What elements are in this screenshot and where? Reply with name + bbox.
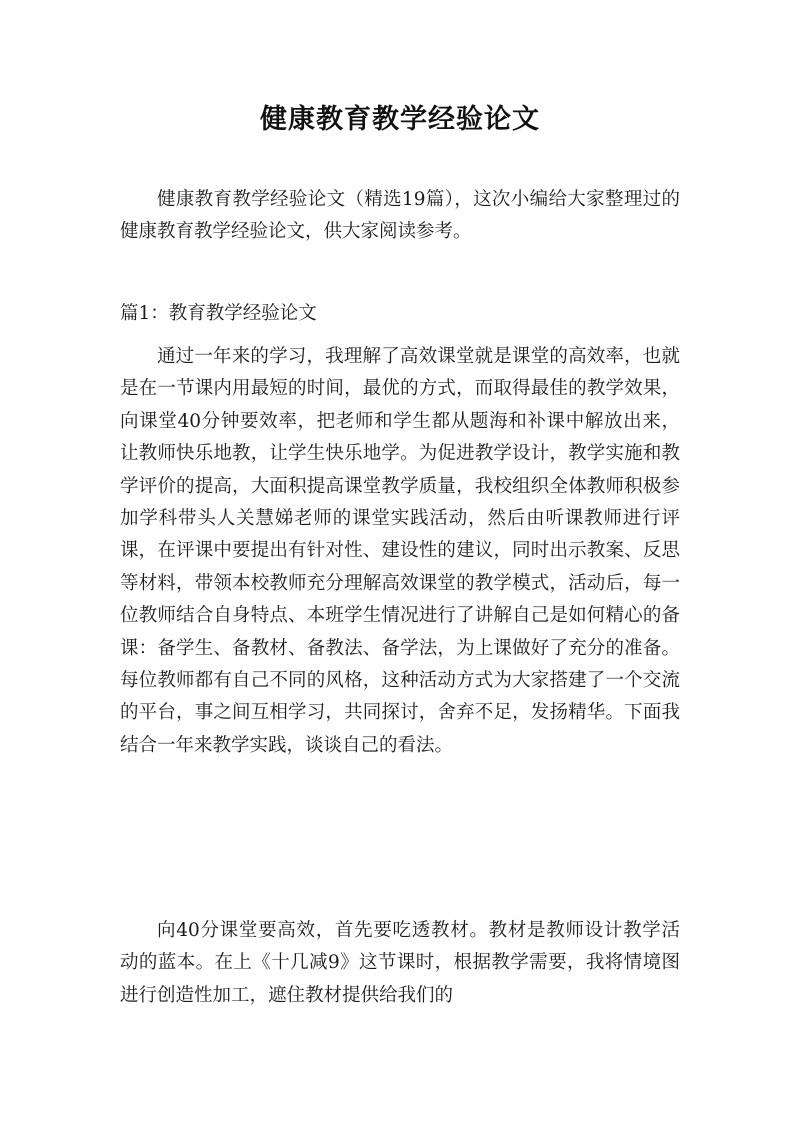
intro-paragraph: 健康教育教学经验论文（精选19篇），这次小编给大家整理过的健康教育教学经验论文，供大家阅读参考。	[120, 189, 680, 243]
section-heading: 篇1：教育教学经验论文	[120, 303, 317, 324]
body-paragraph: 向40分课堂要高效，首先要吃透教材。教材是教师设计教学活动的蓝本。在上《十几减9》这节课时，根据教学需要，我将情境图进行创造性加工，遮住教材提供给我们的	[120, 920, 680, 1006]
document-title: 健康教育教学经验论文	[260, 104, 540, 135]
body-paragraph: 通过一年来的学习，我理解了高效课堂就是课堂的高效率，也就是在一节课内用最短的时间，最优的方式，而取得最佳的教学效果，向课堂40分钟要效率，把老师和学生都从题海和补课中解放出来，让教师快乐地教，让学生快乐地学。为促进教学设计，教学实施和教学评价的提高，大面积提高课堂教学质量，我校组织全体教师积极参加学科带头人关慧娣老师的课堂实践活动，然后由听课教师进行评课，在评课中要提出有针对性、建设性的建议，同时出示教案、反思等材料，带领本校教师充分理解高效课堂的教学模式，活动后，每一位教师结合自身特点、本班学生情况进行了讲解自己是如何精心的备课：备学生、备教材、备教法、备学法，为上课做好了充分的准备。每位教师都有自己不同的风格，这种活动方式为大家搭建了一个交流的平台，事之间互相学习，共同探讨，舍弃不足，发扬精华。下面我结合一年来教学实践，谈谈自己的看法。	[120, 346, 680, 756]
